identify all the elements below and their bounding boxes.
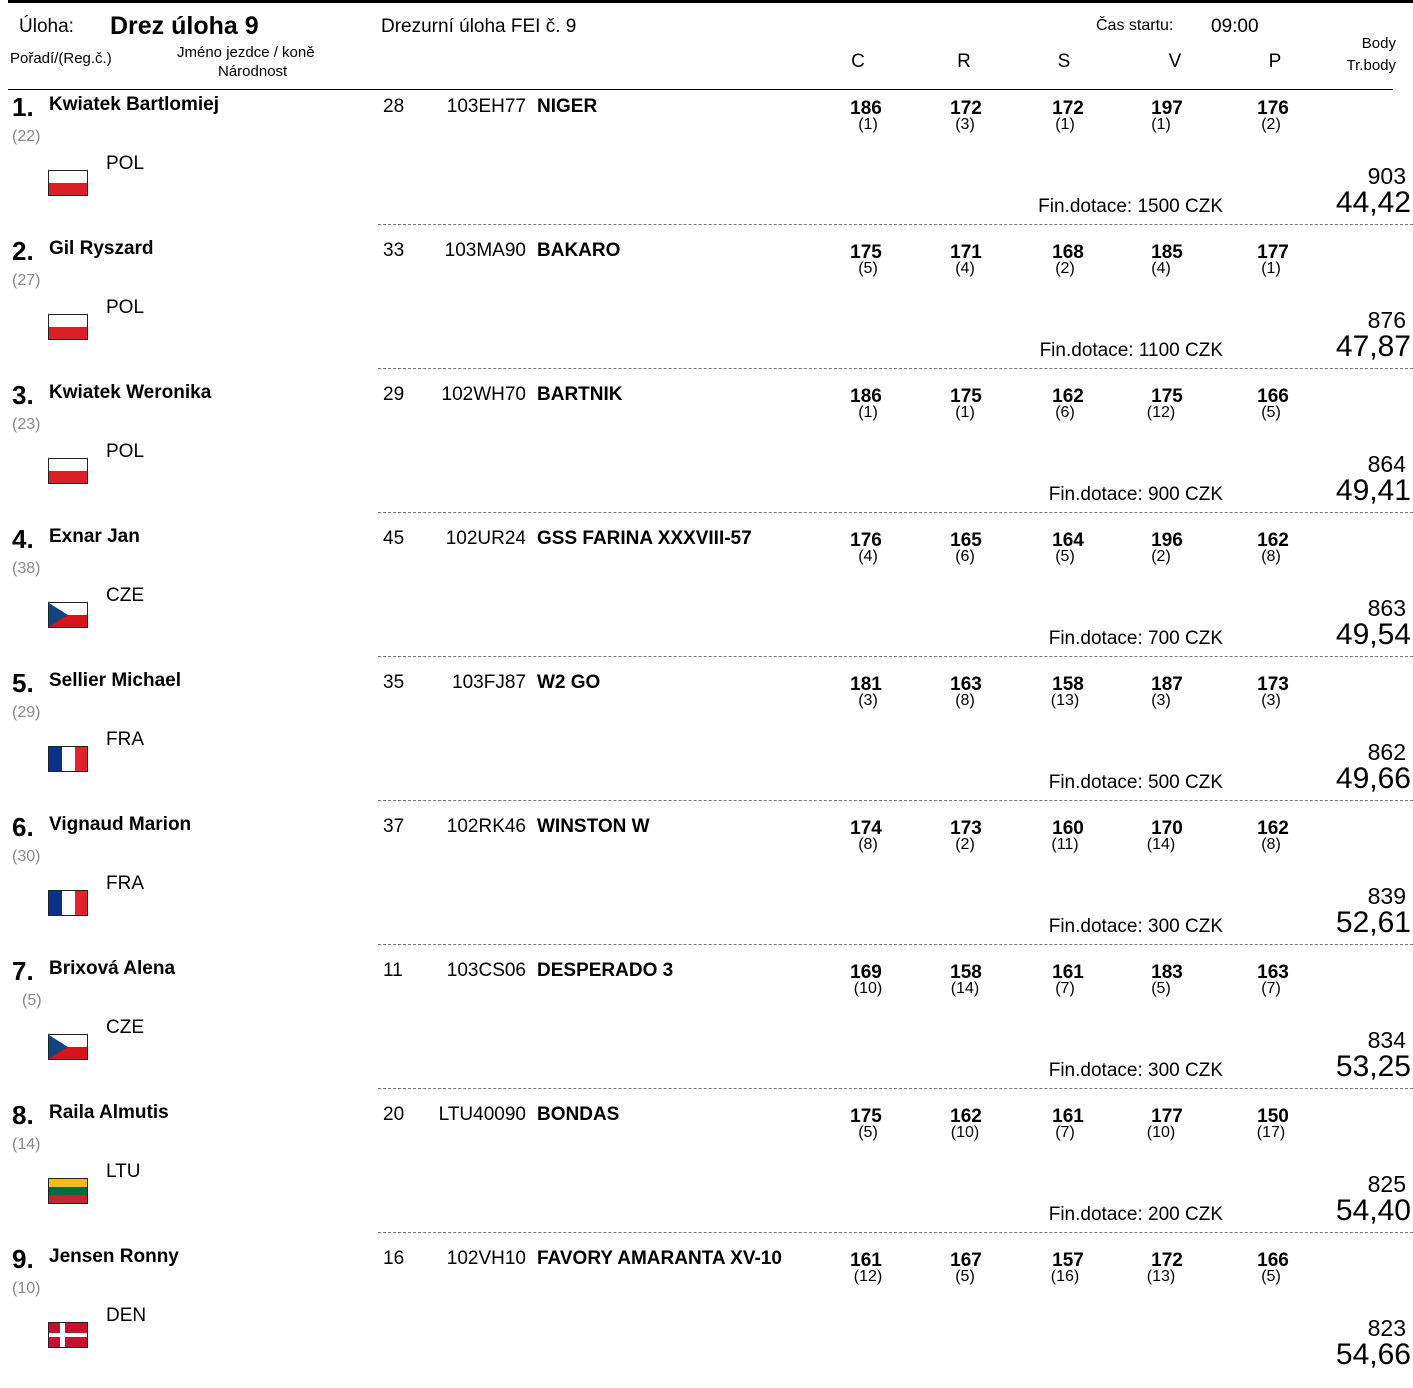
judge-score: 161 [1052, 962, 1084, 983]
prize-money: Fin.dotace: 300 CZK [1048, 916, 1223, 937]
nationality: POL [106, 441, 145, 462]
column-header-judge-p: P [1268, 51, 1282, 72]
horse-name: FAVORY AMARANTA XV-10 [537, 1248, 782, 1269]
entry-divider [378, 368, 1413, 369]
judge-placing: (2) [955, 836, 975, 853]
result-entry [0, 1100, 1413, 1244]
nationality: CZE [106, 585, 144, 606]
result-entry [0, 380, 1413, 524]
column-header-judge-r: R [957, 51, 971, 72]
flag-fra-icon [48, 746, 88, 772]
penalty-points: 49,54 [1335, 618, 1411, 651]
judge-placing: (3) [1151, 692, 1171, 709]
total-points: 823 [1367, 1315, 1406, 1341]
judge-placing: (10) [853, 980, 883, 997]
entry-divider [378, 944, 1413, 945]
rider-name: Kwiatek Bartlomiej [49, 94, 219, 115]
judge-placing: (16) [1050, 1268, 1080, 1285]
judge-score: 175 [850, 1106, 882, 1127]
start-number: 16 [383, 1248, 405, 1269]
column-header-order: Pořadí/(Reg.č.) [10, 50, 112, 67]
start-number: 11 [383, 960, 403, 981]
start-time: 09:00 [1211, 16, 1259, 37]
rider-name: Jensen Ronny [49, 1246, 179, 1267]
judge-score: 187 [1151, 674, 1183, 695]
start-number: 45 [383, 528, 405, 549]
penalty-points: 47,87 [1335, 330, 1411, 363]
start-number: 20 [383, 1104, 405, 1125]
nationality: POL [106, 153, 145, 174]
horse-name: BARTNIK [537, 384, 623, 405]
judge-placing: (13) [1050, 692, 1080, 709]
total-points: 864 [1367, 451, 1406, 477]
judge-placing: (5) [1261, 1268, 1281, 1285]
flag-den-icon [48, 1322, 88, 1348]
prize-money: Fin.dotace: 200 CZK [1048, 1204, 1223, 1225]
judge-score: 172 [1151, 1250, 1183, 1271]
result-entry [0, 92, 1413, 236]
result-entry [0, 524, 1413, 668]
nationality: LTU [106, 1161, 141, 1182]
total-points: 903 [1367, 163, 1406, 189]
rank: 5. [12, 668, 34, 698]
entry-divider [378, 512, 1413, 513]
judge-placing: (14) [1146, 836, 1176, 853]
registration-number: (27) [12, 272, 41, 289]
judge-placing: (5) [955, 1268, 975, 1285]
total-points: 839 [1367, 883, 1406, 909]
horse-name: GSS FARINA XXXVIII-57 [537, 528, 752, 549]
judge-placing: (10) [1146, 1124, 1176, 1141]
judge-score: 163 [1257, 962, 1289, 983]
judge-placing: (1) [1055, 116, 1075, 133]
judge-placing: (8) [955, 692, 975, 709]
judge-placing: (3) [1261, 692, 1281, 709]
horse-name: W2 GO [537, 672, 601, 693]
start-number: 35 [383, 672, 405, 693]
judge-score: 177 [1151, 1106, 1183, 1127]
registration-number: (38) [12, 560, 41, 577]
flag-ltu-icon [48, 1178, 88, 1204]
result-entry [0, 1244, 1413, 1388]
judge-placing: (4) [1151, 260, 1171, 277]
judge-score: 172 [950, 98, 982, 119]
judge-placing: (8) [1261, 836, 1281, 853]
judge-score: 175 [1151, 386, 1183, 407]
horse-passport: 102UR24 [445, 528, 526, 549]
entry-divider [378, 656, 1413, 657]
judge-placing: (12) [853, 1268, 883, 1285]
judge-placing: (1) [858, 116, 878, 133]
registration-number: (22) [12, 128, 41, 145]
prize-money: Fin.dotace: 300 CZK [1048, 1060, 1223, 1081]
rider-name: Exnar Jan [49, 526, 140, 547]
flag-pol-icon [48, 170, 88, 196]
result-entry [0, 956, 1413, 1100]
judge-score: 174 [850, 818, 882, 839]
total-points: 834 [1367, 1027, 1406, 1053]
judge-placing: (2) [1261, 116, 1281, 133]
column-header-name: Jméno jezdce / koně [177, 44, 315, 61]
nationality: FRA [106, 729, 144, 750]
judge-placing: (4) [955, 260, 975, 277]
judge-placing: (11) [1051, 836, 1079, 853]
judge-score: 168 [1052, 242, 1084, 263]
judge-placing: (13) [1146, 1268, 1176, 1285]
judge-score: 160 [1052, 818, 1084, 839]
penalty-points: 49,66 [1335, 762, 1411, 795]
prize-money: Fin.dotace: 500 CZK [1048, 772, 1223, 793]
penalty-points: 54,66 [1335, 1338, 1411, 1371]
judge-score: 164 [1052, 530, 1084, 551]
penalty-points: 53,25 [1335, 1050, 1411, 1083]
horse-name: WINSTON W [537, 816, 650, 837]
horse-name: BAKARO [537, 240, 621, 261]
rider-name: Raila Almutis [49, 1102, 169, 1123]
judge-placing: (6) [955, 548, 975, 565]
horse-name: DESPERADO 3 [537, 960, 674, 981]
judge-score: 162 [950, 1106, 982, 1127]
judge-placing: (3) [955, 116, 975, 133]
start-number: 29 [383, 384, 405, 405]
judge-score: 173 [1257, 674, 1289, 695]
judge-score: 167 [950, 1250, 982, 1271]
nationality: CZE [106, 1017, 144, 1038]
flag-fra-icon [48, 890, 88, 916]
penalty-points: 54,40 [1335, 1194, 1411, 1227]
judge-placing: (7) [1055, 1124, 1075, 1141]
task-name: Drez úloha 9 [110, 12, 259, 40]
flag-cze-icon [48, 602, 88, 628]
horse-passport: 103CS06 [446, 960, 526, 981]
horse-passport: LTU40090 [438, 1104, 526, 1125]
flag-pol-icon [48, 314, 88, 340]
judge-placing: (3) [858, 692, 878, 709]
result-entry [0, 236, 1413, 380]
judge-placing: (5) [1151, 980, 1171, 997]
total-points: 876 [1367, 307, 1406, 333]
rank: 3. [12, 380, 34, 410]
judge-score: 158 [1052, 674, 1084, 695]
judge-score: 163 [950, 674, 982, 695]
entry-divider [378, 800, 1413, 801]
judge-score: 158 [950, 962, 982, 983]
prize-money: Fin.dotace: 1500 CZK [1038, 196, 1223, 217]
judge-placing: (7) [1261, 980, 1281, 997]
horse-name: NIGER [537, 96, 598, 117]
judge-placing: (1) [858, 404, 878, 421]
judge-score: 162 [1052, 386, 1084, 407]
judge-score: 165 [950, 530, 982, 551]
prize-money: Fin.dotace: 900 CZK [1048, 484, 1223, 505]
judge-placing: (8) [1261, 548, 1281, 565]
judge-score: 186 [850, 386, 882, 407]
penalty-points: 49,41 [1335, 474, 1411, 507]
rank: 7. [12, 956, 34, 986]
nationality: FRA [106, 873, 144, 894]
prize-money: Fin.dotace: 1100 CZK [1039, 340, 1223, 361]
judge-placing: (8) [858, 836, 878, 853]
result-entry [0, 812, 1413, 956]
rank: 1. [12, 92, 34, 122]
registration-number: (30) [12, 848, 41, 865]
penalty-points: 52,61 [1335, 906, 1411, 939]
registration-number: (10) [12, 1280, 41, 1297]
horse-passport: 103MA90 [444, 240, 526, 261]
start-number: 28 [383, 96, 405, 117]
judge-score: 150 [1257, 1106, 1289, 1127]
total-points: 825 [1367, 1171, 1406, 1197]
total-points: 863 [1367, 595, 1406, 621]
horse-passport: 102VH10 [446, 1248, 526, 1269]
column-header-points: Body [1361, 35, 1396, 52]
judge-score: 171 [950, 242, 982, 263]
judge-placing: (6) [1055, 404, 1075, 421]
judge-placing: (12) [1146, 404, 1176, 421]
registration-number: (23) [12, 416, 41, 433]
penalty-points: 44,42 [1335, 186, 1411, 219]
flag-pol-icon [48, 458, 88, 484]
judge-score: 162 [1257, 818, 1289, 839]
registration-number: (29) [12, 704, 41, 721]
judge-placing: (10) [950, 1124, 980, 1141]
judge-score: 166 [1257, 1250, 1289, 1271]
judge-score: 181 [850, 674, 882, 695]
column-header-penalty: Tr.body [1346, 57, 1396, 74]
judge-placing: (4) [858, 548, 878, 565]
rider-name: Sellier Michael [49, 670, 182, 691]
rank: 9. [12, 1244, 34, 1274]
judge-placing: (5) [1055, 548, 1075, 565]
rider-name: Brixová Alena [49, 958, 176, 979]
judge-score: 166 [1257, 386, 1289, 407]
judge-score: 175 [950, 386, 982, 407]
start-number: 37 [383, 816, 405, 837]
column-header-judge-c: C [851, 51, 865, 72]
judge-score: 170 [1151, 818, 1183, 839]
judge-score: 186 [850, 98, 882, 119]
result-entry [0, 668, 1413, 812]
entry-divider [378, 1088, 1413, 1089]
header-rule [8, 89, 1393, 90]
judge-score: 175 [850, 242, 882, 263]
judge-score: 162 [1257, 530, 1289, 551]
rider-name: Vignaud Marion [49, 814, 192, 835]
judge-score: 177 [1257, 242, 1289, 263]
judge-score: 176 [850, 530, 882, 551]
rider-name: Gil Ryszard [49, 238, 154, 259]
judge-score: 169 [850, 962, 882, 983]
flag-cze-icon [48, 1034, 88, 1060]
top-rule [8, 0, 1413, 3]
total-points: 862 [1367, 739, 1406, 765]
horse-passport: 103EH77 [446, 96, 526, 117]
nationality: POL [106, 297, 145, 318]
rank: 6. [12, 812, 34, 842]
judge-placing: (1) [955, 404, 975, 421]
rank: 8. [12, 1100, 34, 1130]
test-name: Drezurní úloha FEI č. 9 [381, 16, 577, 37]
judge-placing: (2) [1055, 260, 1075, 277]
judge-score: 176 [1257, 98, 1289, 119]
nationality: DEN [106, 1305, 147, 1326]
horse-name: BONDAS [537, 1104, 620, 1125]
judge-score: 197 [1151, 98, 1183, 119]
judge-score: 161 [1052, 1106, 1084, 1127]
judge-placing: (14) [950, 980, 980, 997]
rider-name: Kwiatek Weronika [49, 382, 212, 403]
horse-passport: 102RK46 [446, 816, 526, 837]
judge-score: 172 [1052, 98, 1084, 119]
column-header-nationality: Národnost [218, 63, 288, 80]
judge-score: 183 [1151, 962, 1183, 983]
judge-placing: (1) [1261, 260, 1281, 277]
judge-placing: (5) [1261, 404, 1281, 421]
judge-placing: (17) [1256, 1124, 1286, 1141]
start-time-label: Čas startu: [1096, 17, 1174, 34]
judge-placing: (1) [1151, 116, 1171, 133]
judge-placing: (5) [858, 260, 878, 277]
registration-number: (14) [12, 1136, 41, 1153]
judge-score: 157 [1052, 1250, 1084, 1271]
entry-divider [378, 1232, 1413, 1233]
prize-money: Fin.dotace: 700 CZK [1048, 628, 1223, 649]
rank: 4. [12, 524, 34, 554]
judge-score: 196 [1151, 530, 1183, 551]
judge-score: 185 [1151, 242, 1183, 263]
start-number: 33 [383, 240, 405, 261]
task-label: Úloha: [19, 16, 74, 37]
rank: 2. [12, 236, 34, 266]
column-header-judge-s: S [1057, 51, 1071, 72]
entry-divider [378, 224, 1413, 225]
judge-score: 161 [850, 1250, 882, 1271]
horse-passport: 102WH70 [441, 384, 526, 405]
judge-placing: (7) [1055, 980, 1075, 997]
judge-score: 173 [950, 818, 982, 839]
column-header-judge-v: V [1168, 51, 1182, 72]
horse-passport: 103FJ87 [452, 672, 526, 693]
registration-number: (5) [22, 992, 42, 1009]
judge-placing: (2) [1151, 548, 1171, 565]
judge-placing: (5) [858, 1124, 878, 1141]
